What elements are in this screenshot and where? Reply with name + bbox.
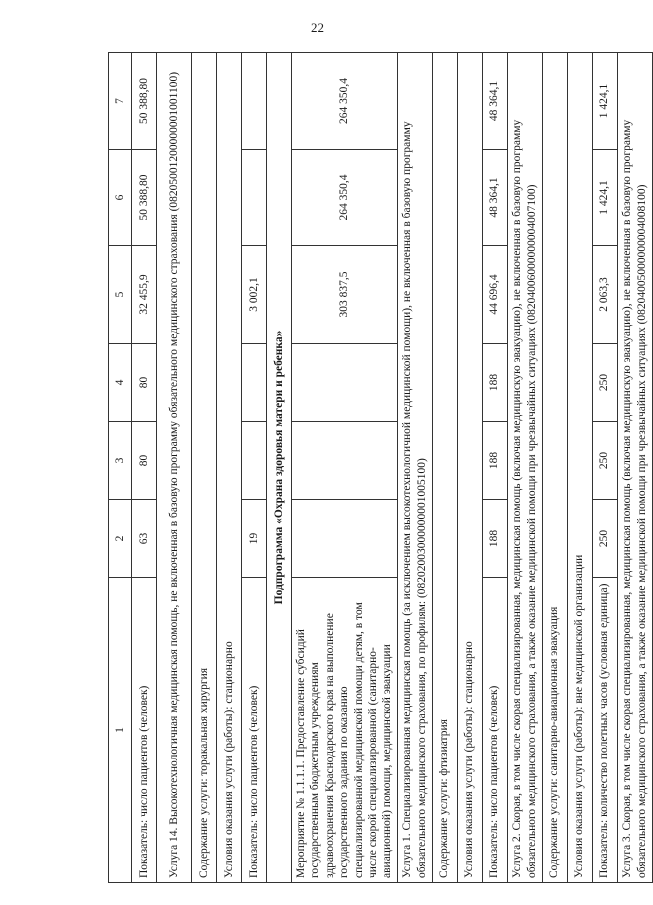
value-cell: 48 364,1 <box>482 150 507 246</box>
value-cell: 250 <box>592 344 617 422</box>
section-row <box>397 53 432 883</box>
value-cell: 63 <box>132 500 157 578</box>
row-label-cell: Мероприятие № 1.1.1.1. Предоставление субсидий государственным бюджетным учреждениям здравоохранения Краснодарского края на выполнение государственного задания по оказанию специализированной медицинской помощи детям, в том числе скорой специализированной (санитарно-авиационной) помощи, медицинской эвакуации <box>292 578 398 883</box>
value-cell: 50 388,80 <box>132 53 157 150</box>
section-text: Услуга 1. Специализированная медицинская помощь (за исключением высокотехнологичной медицинской помощи), не включенная в базовую программу обязательного медицинского страхования, по профилям: (08202003000000001005100) <box>397 53 432 883</box>
budget-table <box>108 52 653 883</box>
value-cell <box>242 344 267 422</box>
header-cell: 1 <box>109 578 132 883</box>
table-row <box>592 53 617 883</box>
value-cell: 19 <box>242 500 267 578</box>
value-cell: 80 <box>132 344 157 422</box>
value-cell: 50 388,80 <box>132 150 157 246</box>
section-text: Услуга 3. Скорая, в том числе скорая специализированная, медицинская помощь (включая медицинскую эвакуацию), не включенная в базовую программу обязательного медицинского страхования, а также оказание медицинской помощи при чрезвычайных ситуациях (08204005000000004008100) <box>617 53 652 883</box>
section-row <box>567 53 592 883</box>
value-cell <box>242 150 267 246</box>
section-text: Условия оказания услуги (работы): стационарно <box>217 53 242 883</box>
value-cell: 264 350,4 <box>292 53 398 150</box>
value-cell <box>292 344 398 422</box>
header-cell: 2 <box>109 500 132 578</box>
section-row <box>617 53 652 883</box>
value-cell <box>292 500 398 578</box>
section-text: Условия оказания услуги (работы): стационарно <box>457 53 482 883</box>
value-cell <box>242 422 267 500</box>
page-number: 22 <box>311 20 324 35</box>
header-cell: 5 <box>109 246 132 344</box>
value-cell <box>292 422 398 500</box>
table-row <box>242 53 267 883</box>
rotated-table-container <box>108 53 648 883</box>
value-cell: 303 837,5 <box>292 246 398 344</box>
header-cell: 7 <box>109 53 132 150</box>
value-cell: 250 <box>592 500 617 578</box>
section-row <box>507 53 542 883</box>
table-row <box>132 53 157 883</box>
section-row <box>542 53 567 883</box>
row-label-cell: Показатель: количество полетных часов (условная единица) <box>592 578 617 883</box>
value-cell: 80 <box>132 422 157 500</box>
value-cell: 44 696,4 <box>482 246 507 344</box>
header-cell: 3 <box>109 422 132 500</box>
section-text: Содержание услуги: фтизиатрия <box>432 53 457 883</box>
section-text: Услуга 2. Скорая, в том числе скорая специализированная, медицинская помощь (включая медицинскую эвакуацию), не включенная в базовую программу обязательного медицинского страхования, а также оказание медицинской помощи при чрезвычайных ситуациях (08204006000000004007100) <box>507 53 542 883</box>
section-text: Услуга 14. Высокотехнологичная медицинская помощь, не включенная в базовую программу обязательного медицинского страхования (08205001200000001001100) <box>157 53 192 883</box>
section-text: Условия оказания услуги (работы): вне медицинской организации <box>567 53 592 883</box>
value-cell: 188 <box>482 344 507 422</box>
value-cell: 188 <box>482 422 507 500</box>
value-cell <box>242 53 267 150</box>
table-row <box>482 53 507 883</box>
value-cell: 1 424,1 <box>592 150 617 246</box>
row-label-cell: Показатель: число пациентов (человек) <box>132 578 157 883</box>
subprogram-title-row <box>267 53 292 883</box>
value-cell: 188 <box>482 500 507 578</box>
section-row <box>217 53 242 883</box>
value-cell: 32 455,9 <box>132 246 157 344</box>
value-cell: 264 350,4 <box>292 150 398 246</box>
subprogram-title: Подпрограмма «Охрана здоровья матери и ребенка» <box>267 53 292 883</box>
value-cell: 48 364,1 <box>482 53 507 150</box>
value-cell: 250 <box>592 422 617 500</box>
value-cell: 2 063,3 <box>592 246 617 344</box>
section-row <box>192 53 217 883</box>
table-body <box>109 53 653 883</box>
section-row <box>157 53 192 883</box>
value-cell: 1 424,1 <box>592 53 617 150</box>
section-row <box>457 53 482 883</box>
header-cell: 6 <box>109 150 132 246</box>
table-row <box>292 53 398 883</box>
row-label-cell: Показатель: число пациентов (человек) <box>482 578 507 883</box>
value-cell: 3 002,1 <box>242 246 267 344</box>
section-row <box>432 53 457 883</box>
table-header-row <box>109 53 132 883</box>
section-text: Содержание услуги: торакальная хирургия <box>192 53 217 883</box>
header-cell: 4 <box>109 344 132 422</box>
section-text: Содержание услуги: санитарно-авиационная эвакуация <box>542 53 567 883</box>
row-label-cell: Показатель: число пациентов (человек) <box>242 578 267 883</box>
